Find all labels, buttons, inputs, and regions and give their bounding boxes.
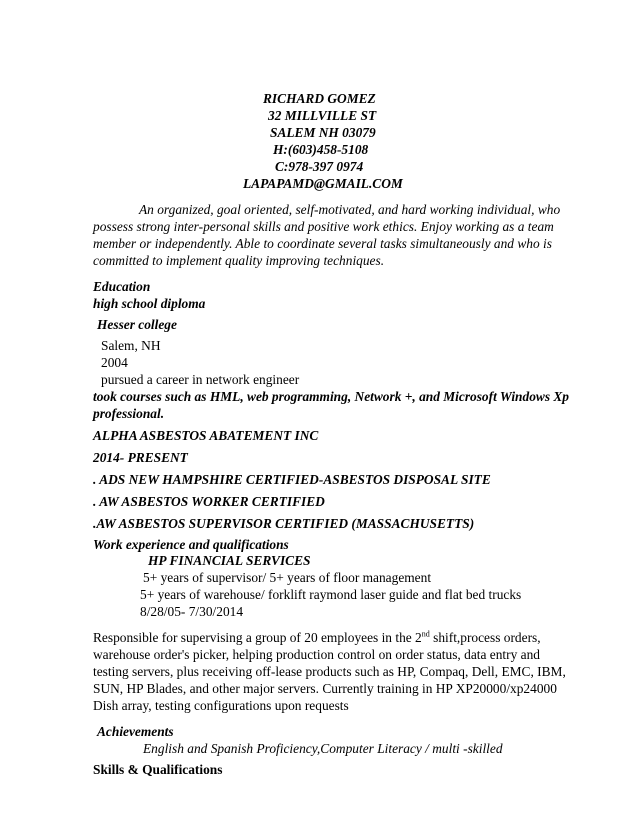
- responsibility-line-3: testing servers, plus receiving off-lease products such as HP, Compaq, Dell, EMC, IBM,: [93, 664, 566, 679]
- alpha-company: ALPHA ASBESTOS ABATEMENT INC: [93, 428, 319, 443]
- email-address: LAPAPAMD@GMAIL.COM: [243, 176, 403, 191]
- education-diploma: high school diploma: [93, 296, 206, 311]
- education-college: Hesser college: [97, 317, 177, 332]
- education-year: 2004: [101, 355, 128, 370]
- summary-line-2: possess strong inter-personal skills and positive work ethics. Enjoy working as a team: [93, 219, 554, 234]
- summary-line-3: member or independently. Able to coordinate several tasks simultaneously and who is: [93, 236, 552, 251]
- city-state-zip: SALEM NH 03079: [270, 125, 376, 140]
- home-phone: H:(603)458-5108: [273, 142, 369, 157]
- responsibility-line-1-end: shift,process orders,: [429, 630, 541, 645]
- education-heading: Education: [93, 279, 151, 294]
- summary-line-1: An organized, goal oriented, self-motivated, and hard working individual, who: [139, 202, 561, 217]
- responsibility-line-2: warehouse order's picker, helping production control on order status, data entry and: [93, 647, 540, 662]
- education-career: pursued a career in network engineer: [101, 372, 300, 387]
- skills-heading: Skills & Qualifications: [93, 762, 223, 777]
- cell-phone: C:978-397 0974: [275, 159, 364, 174]
- alpha-cert-1: . ADS NEW HAMPSHIRE CERTIFIED-ASBESTOS DISPOSAL SITE: [93, 472, 491, 487]
- work-detail-2: 5+ years of warehouse/ forklift raymond laser guide and flat bed trucks: [140, 587, 522, 602]
- achievements-heading: Achievements: [97, 724, 174, 739]
- alpha-cert-2: . AW ASBESTOS WORKER CERTIFIED: [93, 494, 325, 509]
- education-courses-line-1: took courses such as HML, web programming, Network +, and Microsoft Windows Xp: [93, 389, 570, 404]
- achievements-text: English and Spanish Proficiency,Computer Literacy / multi -skilled: [143, 741, 503, 756]
- responsibility-line-1: [93, 630, 541, 646]
- alpha-cert-3: .AW ASBESTOS SUPERVISOR CERTIFIED (MASSACHUSETTS): [93, 516, 475, 531]
- work-company: HP FINANCIAL SERVICES: [148, 553, 311, 568]
- applicant-name: RICHARD GOMEZ: [263, 91, 376, 106]
- responsibility-line-5: Dish array, testing configurations upon requests: [93, 698, 349, 713]
- street-address: 32 MILLVILLE ST: [268, 108, 377, 123]
- alpha-dates: 2014- PRESENT: [93, 450, 188, 465]
- education-courses-line-2: professional.: [93, 406, 165, 421]
- work-dates: 8/28/05- 7/30/2014: [140, 604, 244, 619]
- education-location: Salem, NH: [101, 338, 161, 353]
- responsibility-line-4: SUN, HP Blades, and other major servers. Currently training in HP XP20000/xp24000: [93, 681, 557, 696]
- summary-line-4: committed to implement quality improving techniques.: [93, 253, 385, 268]
- ordinal-suffix: nd: [421, 629, 430, 639]
- work-detail-1: 5+ years of supervisor/ 5+ years of floor management: [143, 570, 432, 585]
- responsibility-line-1-start: Responsible for supervising a group of 20 employees in the 2: [93, 630, 422, 645]
- work-heading: Work experience and qualifications: [93, 537, 289, 552]
